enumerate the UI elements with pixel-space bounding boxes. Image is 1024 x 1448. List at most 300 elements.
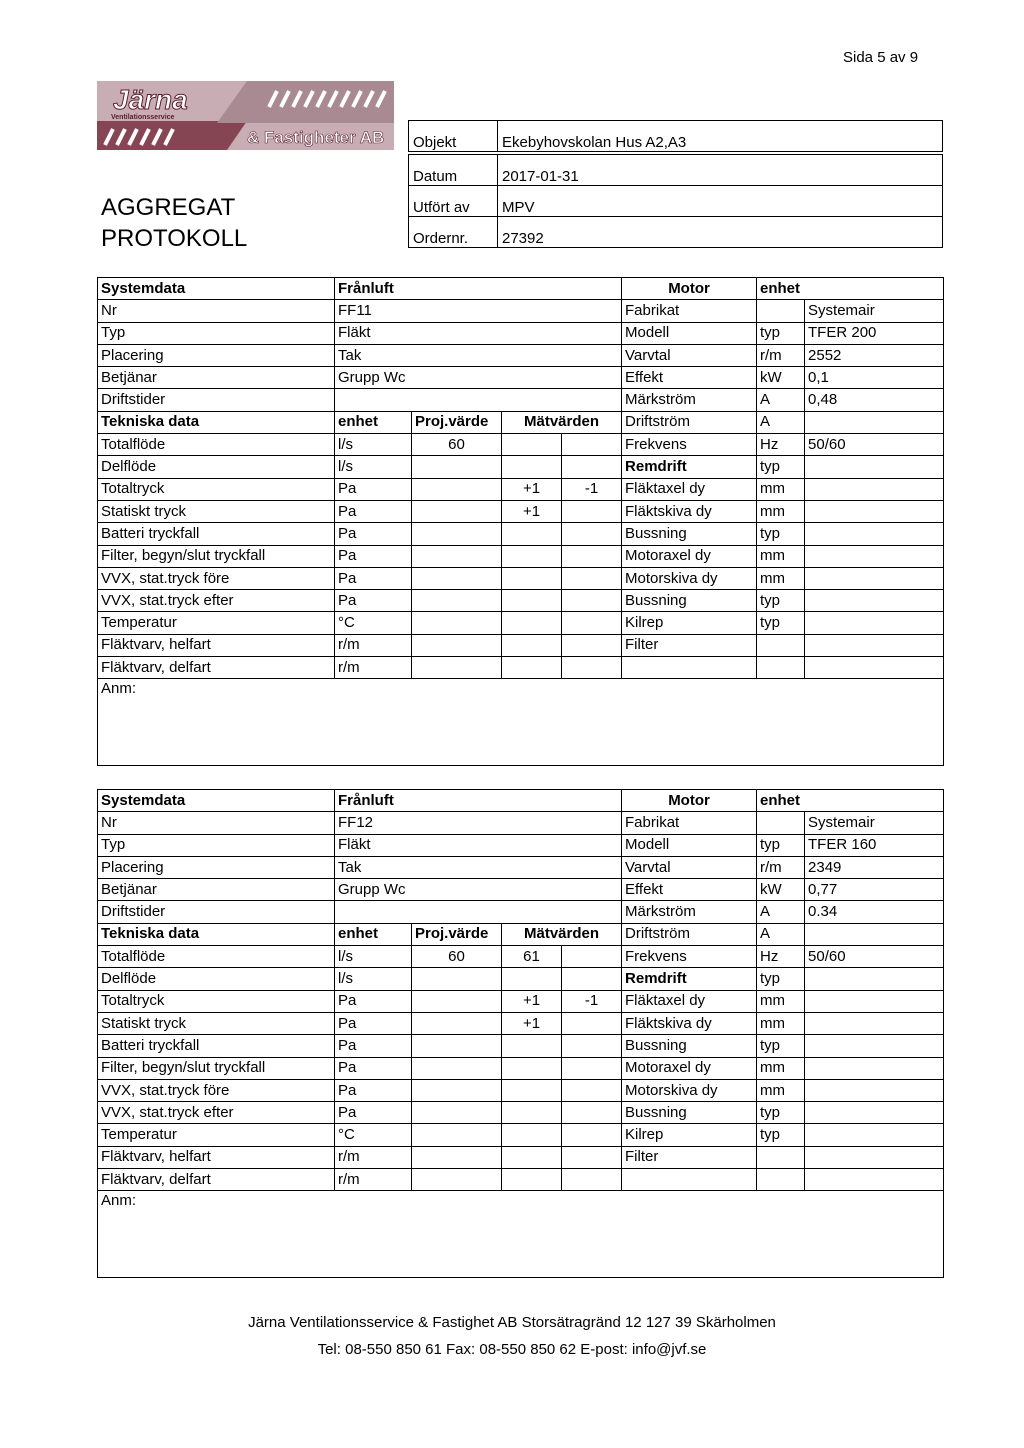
- projected-value: [412, 1057, 502, 1079]
- motor-value: 50/60: [805, 434, 944, 456]
- motor-label: Motoraxel dy: [622, 1057, 757, 1079]
- projected-value: [412, 634, 502, 656]
- motor-unit: typ: [757, 523, 805, 545]
- measured-value-1: +1: [502, 500, 562, 522]
- technical-unit: r/m: [335, 634, 412, 656]
- projected-value: [412, 523, 502, 545]
- technical-label: Fläktvarv, delfart: [98, 657, 335, 679]
- motor-label: Märkström: [622, 389, 757, 411]
- measured-value-1: [502, 634, 562, 656]
- technical-row: [98, 657, 944, 679]
- motor-label: Effekt: [622, 367, 757, 389]
- motor-value: [805, 1035, 944, 1057]
- motor-label: [622, 657, 757, 679]
- motor-label: Modell: [622, 834, 757, 856]
- system-row: [98, 834, 944, 856]
- measured-value-2: -1: [562, 990, 622, 1012]
- motor-unit: kW: [757, 367, 805, 389]
- technical-header-row: [98, 923, 944, 945]
- motor-label: Filter: [622, 634, 757, 656]
- technical-label: VVX, stat.tryck före: [98, 1079, 335, 1101]
- motor-value: [805, 990, 944, 1012]
- projected-value: [412, 545, 502, 567]
- projected-value: [412, 478, 502, 500]
- remarks-row: [98, 679, 944, 766]
- technical-label: Temperatur: [98, 1124, 335, 1146]
- technical-row: [98, 545, 944, 567]
- motor-unit: A: [757, 901, 805, 923]
- motor-value: [805, 1012, 944, 1034]
- measured-value-2: [562, 456, 622, 478]
- motor-unit: Hz: [757, 434, 805, 456]
- motor-label: Frekvens: [622, 946, 757, 968]
- technical-heading: Tekniska data: [98, 411, 335, 433]
- technical-row: [98, 434, 944, 456]
- motor-heading: Motor: [622, 790, 757, 812]
- technical-row: [98, 500, 944, 522]
- system-row: [98, 812, 944, 834]
- system-value: FF12: [335, 812, 622, 834]
- projected-value: [412, 1169, 502, 1191]
- projected-value: [412, 1102, 502, 1124]
- technical-unit: r/m: [335, 657, 412, 679]
- measured-value-1: [502, 1124, 562, 1146]
- motor-unit: [757, 812, 805, 834]
- motor-label: Frekvens: [622, 434, 757, 456]
- technical-unit: Pa: [335, 523, 412, 545]
- technical-row: [98, 523, 944, 545]
- motor-value: [805, 411, 944, 433]
- motor-value: [805, 1102, 944, 1124]
- motor-unit: typ: [757, 1035, 805, 1057]
- title-line-1: AGGREGAT: [101, 194, 236, 221]
- motor-value: [805, 634, 944, 656]
- motor-unit: A: [757, 389, 805, 411]
- measured-value-2: [562, 1124, 622, 1146]
- motor-value: [805, 657, 944, 679]
- measured-heading: Mätvärden: [502, 923, 622, 945]
- motor-label: Remdrift: [622, 968, 757, 990]
- motor-value: [805, 456, 944, 478]
- motor-value: 2349: [805, 856, 944, 878]
- motor-value: [805, 590, 944, 612]
- motor-unit: typ: [757, 322, 805, 344]
- technical-row: [98, 1012, 944, 1034]
- motor-label: Motorskiva dy: [622, 567, 757, 589]
- page-number: Sida 5 av 9: [843, 49, 919, 66]
- measured-value-1: 61: [502, 946, 562, 968]
- technical-label: Batteri tryckfall: [98, 1035, 335, 1057]
- motor-value: 0,77: [805, 879, 944, 901]
- projected-value: [412, 990, 502, 1012]
- datum-value: 2017-01-31: [498, 155, 943, 186]
- technical-unit: Pa: [335, 545, 412, 567]
- technical-label: Fläktvarv, delfart: [98, 1169, 335, 1191]
- measured-value-1: [502, 1057, 562, 1079]
- enhet-heading: enhet: [335, 923, 412, 945]
- measured-value-2: [562, 434, 622, 456]
- motor-value: [805, 1169, 944, 1191]
- technical-unit: Pa: [335, 1079, 412, 1101]
- technical-label: Statiskt tryck: [98, 500, 335, 522]
- measured-value-1: [502, 968, 562, 990]
- motor-unit: typ: [757, 834, 805, 856]
- measured-value-1: [502, 612, 562, 634]
- projected-value: [412, 612, 502, 634]
- projected-value: 60: [412, 434, 502, 456]
- measured-value-2: [562, 1146, 622, 1168]
- technical-row: [98, 590, 944, 612]
- technical-row: [98, 456, 944, 478]
- projected-value: [412, 1124, 502, 1146]
- motor-value: [805, 1146, 944, 1168]
- motor-label: Bussning: [622, 523, 757, 545]
- measured-value-2: -1: [562, 478, 622, 500]
- measured-heading: Mätvärden: [502, 411, 622, 433]
- projected-value: [412, 500, 502, 522]
- motor-value: [805, 612, 944, 634]
- measured-value-1: [502, 1079, 562, 1101]
- system-row: [98, 879, 944, 901]
- measured-value-2: [562, 968, 622, 990]
- motor-value: Systemair: [805, 300, 944, 322]
- projected-value: [412, 1079, 502, 1101]
- motor-value: 0.34: [805, 901, 944, 923]
- motor-label: Fabrikat: [622, 300, 757, 322]
- motor-label: Varvtal: [622, 344, 757, 366]
- motor-value: [805, 478, 944, 500]
- system-row: [98, 856, 944, 878]
- motor-unit: r/m: [757, 344, 805, 366]
- motor-value: [805, 1124, 944, 1146]
- measured-value-2: [562, 567, 622, 589]
- measured-value-2: [562, 545, 622, 567]
- motor-label: Motorskiva dy: [622, 1079, 757, 1101]
- measured-value-2: [562, 590, 622, 612]
- motor-value: [805, 523, 944, 545]
- motor-unit: [757, 634, 805, 656]
- ordernr-label: Ordernr.: [409, 217, 498, 248]
- system-row: [98, 389, 944, 411]
- measured-value-1: +1: [502, 990, 562, 1012]
- motor-unit: A: [757, 923, 805, 945]
- motor-unit: typ: [757, 456, 805, 478]
- measured-value-1: [502, 434, 562, 456]
- technical-unit: l/s: [335, 968, 412, 990]
- motor-label: Fabrikat: [622, 812, 757, 834]
- technical-label: Filter, begyn/slut tryckfall: [98, 545, 335, 567]
- motor-unit: typ: [757, 612, 805, 634]
- technical-row: [98, 1102, 944, 1124]
- technical-unit: Pa: [335, 1035, 412, 1057]
- motor-value: TFER 200: [805, 322, 944, 344]
- measured-value-1: [502, 456, 562, 478]
- system-label: Placering: [98, 344, 335, 366]
- enhet-heading: enhet: [335, 411, 412, 433]
- footer-contact: Tel: 08-550 850 61 Fax: 08-550 850 62 E-post: info@jvf.se: [317, 1341, 707, 1358]
- measured-value-1: [502, 590, 562, 612]
- technical-label: Totalflöde: [98, 434, 335, 456]
- projected-value: [412, 567, 502, 589]
- technical-unit: l/s: [335, 434, 412, 456]
- measured-value-2: [562, 523, 622, 545]
- motor-unit: [757, 657, 805, 679]
- motor-enhet-heading: enhet: [757, 790, 944, 812]
- system-label: Placering: [98, 856, 335, 878]
- objekt-value: Ekebyhovskolan Hus A2,A3: [498, 121, 943, 152]
- technical-label: Delflöde: [98, 968, 335, 990]
- motor-unit: [757, 1146, 805, 1168]
- motor-label: [622, 1169, 757, 1191]
- system-value: FF11: [335, 300, 622, 322]
- technical-label: Fläktvarv, helfart: [98, 634, 335, 656]
- motor-label: Modell: [622, 322, 757, 344]
- system-value: [335, 901, 622, 923]
- technical-unit: Pa: [335, 590, 412, 612]
- technical-unit: r/m: [335, 1146, 412, 1168]
- systemdata-heading: Systemdata: [98, 790, 335, 812]
- systemdata-header-row: [98, 278, 944, 300]
- measured-value-1: [502, 1035, 562, 1057]
- system-label: Driftstider: [98, 901, 335, 923]
- projected-value: [412, 657, 502, 679]
- system-value: Fläkt: [335, 322, 622, 344]
- technical-row: [98, 1079, 944, 1101]
- technical-label: VVX, stat.tryck efter: [98, 1102, 335, 1124]
- logo-subtitle: Ventilationsservice: [111, 114, 175, 121]
- technical-unit: l/s: [335, 456, 412, 478]
- technical-unit: Pa: [335, 500, 412, 522]
- proj-value-heading: Proj.värde: [412, 411, 502, 433]
- systemdata-header-row: [98, 790, 944, 812]
- measured-value-2: [562, 1012, 622, 1034]
- motor-value: [805, 1079, 944, 1101]
- technical-unit: °C: [335, 1124, 412, 1146]
- technical-row: [98, 946, 944, 968]
- technical-header-row: [98, 411, 944, 433]
- motor-label: Märkström: [622, 901, 757, 923]
- motor-label: Driftström: [622, 411, 757, 433]
- logo-tagline: & Fastigheter AB: [247, 128, 385, 147]
- motor-value: 0,1: [805, 367, 944, 389]
- technical-unit: l/s: [335, 946, 412, 968]
- technical-row: [98, 990, 944, 1012]
- technical-row: [98, 567, 944, 589]
- motor-value: 0,48: [805, 389, 944, 411]
- technical-heading: Tekniska data: [98, 923, 335, 945]
- technical-row: [98, 1146, 944, 1168]
- motor-unit: kW: [757, 879, 805, 901]
- technical-label: Temperatur: [98, 612, 335, 634]
- system-row: [98, 367, 944, 389]
- motor-label: Filter: [622, 1146, 757, 1168]
- utfort-label: Utfört av: [409, 186, 498, 217]
- system-label: Nr: [98, 812, 335, 834]
- motor-label: Fläktaxel dy: [622, 990, 757, 1012]
- utfort-value: MPV: [498, 186, 943, 217]
- datum-label: Datum: [409, 155, 498, 186]
- technical-label: Statiskt tryck: [98, 1012, 335, 1034]
- company-logo: [97, 81, 394, 150]
- technical-row: [98, 634, 944, 656]
- motor-unit: mm: [757, 500, 805, 522]
- motor-value: TFER 160: [805, 834, 944, 856]
- motor-label: Kilrep: [622, 612, 757, 634]
- technical-row: [98, 1124, 944, 1146]
- measured-value-1: [502, 657, 562, 679]
- technical-unit: Pa: [335, 567, 412, 589]
- system-value: Tak: [335, 856, 622, 878]
- document-title: [101, 192, 247, 254]
- motor-unit: mm: [757, 1079, 805, 1101]
- technical-label: Totaltryck: [98, 478, 335, 500]
- motor-label: Bussning: [622, 1102, 757, 1124]
- technical-label: Filter, begyn/slut tryckfall: [98, 1057, 335, 1079]
- motor-label: Fläktaxel dy: [622, 478, 757, 500]
- measured-value-2: [562, 612, 622, 634]
- remarks-field: Anm:: [98, 1191, 944, 1278]
- measured-value-1: +1: [502, 478, 562, 500]
- motor-label: Bussning: [622, 590, 757, 612]
- measured-value-2: [562, 1169, 622, 1191]
- technical-row: [98, 1057, 944, 1079]
- footer-address: Järna Ventilationsservice & Fastighet AB Storsätragränd 12 127 39 Skärholmen: [248, 1314, 776, 1331]
- motor-value: 50/60: [805, 946, 944, 968]
- measured-value-1: +1: [502, 1012, 562, 1034]
- motor-unit: typ: [757, 968, 805, 990]
- technical-unit: r/m: [335, 1169, 412, 1191]
- aggregate-table-2: [97, 789, 944, 1278]
- motor-value: [805, 923, 944, 945]
- motor-label: Driftström: [622, 923, 757, 945]
- technical-label: Batteri tryckfall: [98, 523, 335, 545]
- motor-unit: r/m: [757, 856, 805, 878]
- remarks-row: [98, 1191, 944, 1278]
- objekt-label: Objekt: [409, 121, 498, 152]
- technical-row: [98, 612, 944, 634]
- measured-value-2: [562, 1057, 622, 1079]
- motor-value: [805, 1057, 944, 1079]
- technical-unit: Pa: [335, 478, 412, 500]
- motor-unit: mm: [757, 1057, 805, 1079]
- motor-unit: typ: [757, 1102, 805, 1124]
- measured-value-1: [502, 523, 562, 545]
- technical-label: VVX, stat.tryck efter: [98, 590, 335, 612]
- motor-label: Fläktskiva dy: [622, 1012, 757, 1034]
- proj-value-heading: Proj.värde: [412, 923, 502, 945]
- motor-unit: typ: [757, 590, 805, 612]
- system-value: Fläkt: [335, 834, 622, 856]
- motor-value: [805, 968, 944, 990]
- aggregate-table-1: [97, 277, 944, 766]
- ordernr-value: 27392: [498, 217, 943, 248]
- measured-value-2: [562, 1035, 622, 1057]
- motor-value: [805, 545, 944, 567]
- motor-value: [805, 567, 944, 589]
- measured-value-1: [502, 1102, 562, 1124]
- system-label: Typ: [98, 834, 335, 856]
- system-label: Betjänar: [98, 879, 335, 901]
- systemdata-heading: Systemdata: [98, 278, 335, 300]
- motor-value: 2552: [805, 344, 944, 366]
- system-value: Grupp Wc: [335, 367, 622, 389]
- motor-unit: [757, 300, 805, 322]
- system-row: [98, 901, 944, 923]
- technical-row: [98, 478, 944, 500]
- motor-unit: mm: [757, 1012, 805, 1034]
- motor-unit: typ: [757, 1124, 805, 1146]
- measured-value-2: [562, 500, 622, 522]
- system-row: [98, 322, 944, 344]
- system-value: Grupp Wc: [335, 879, 622, 901]
- technical-unit: °C: [335, 612, 412, 634]
- technical-row: [98, 1169, 944, 1191]
- unit-type-heading: Frånluft: [335, 790, 622, 812]
- motor-value: [805, 500, 944, 522]
- technical-label: Fläktvarv, helfart: [98, 1146, 335, 1168]
- motor-heading: Motor: [622, 278, 757, 300]
- motor-label: Remdrift: [622, 456, 757, 478]
- title-line-2: PROTOKOLL: [101, 225, 248, 252]
- system-label: Typ: [98, 322, 335, 344]
- technical-row: [98, 1035, 944, 1057]
- measured-value-1: [502, 545, 562, 567]
- motor-label: Effekt: [622, 879, 757, 901]
- projected-value: [412, 456, 502, 478]
- motor-label: Fläktskiva dy: [622, 500, 757, 522]
- measured-value-2: [562, 657, 622, 679]
- motor-unit: mm: [757, 990, 805, 1012]
- system-row: [98, 344, 944, 366]
- remarks-field: Anm:: [98, 679, 944, 766]
- technical-label: Totalflöde: [98, 946, 335, 968]
- projected-value: [412, 968, 502, 990]
- motor-unit: mm: [757, 478, 805, 500]
- technical-unit: Pa: [335, 1102, 412, 1124]
- system-label: Betjänar: [98, 367, 335, 389]
- measured-value-2: [562, 1079, 622, 1101]
- logo-name: Järna: [113, 84, 188, 115]
- system-value: Tak: [335, 344, 622, 366]
- technical-row: [98, 968, 944, 990]
- measured-value-2: [562, 1102, 622, 1124]
- technical-label: Totaltryck: [98, 990, 335, 1012]
- technical-unit: Pa: [335, 990, 412, 1012]
- system-label: Driftstider: [98, 389, 335, 411]
- measured-value-1: [502, 1169, 562, 1191]
- system-label: Nr: [98, 300, 335, 322]
- footer: [0, 1309, 1024, 1363]
- technical-unit: Pa: [335, 1057, 412, 1079]
- measured-value-2: [562, 634, 622, 656]
- technical-unit: Pa: [335, 1012, 412, 1034]
- motor-unit: A: [757, 411, 805, 433]
- motor-label: Motoraxel dy: [622, 545, 757, 567]
- motor-enhet-heading: enhet: [757, 278, 944, 300]
- motor-label: Kilrep: [622, 1124, 757, 1146]
- projected-value: [412, 1035, 502, 1057]
- motor-unit: mm: [757, 545, 805, 567]
- order-header-table: [408, 120, 943, 248]
- projected-value: [412, 1012, 502, 1034]
- system-row: [98, 300, 944, 322]
- measured-value-1: [502, 567, 562, 589]
- system-value: [335, 389, 622, 411]
- projected-value: [412, 590, 502, 612]
- measured-value-2: [562, 946, 622, 968]
- measured-value-1: [502, 1146, 562, 1168]
- unit-type-heading: Frånluft: [335, 278, 622, 300]
